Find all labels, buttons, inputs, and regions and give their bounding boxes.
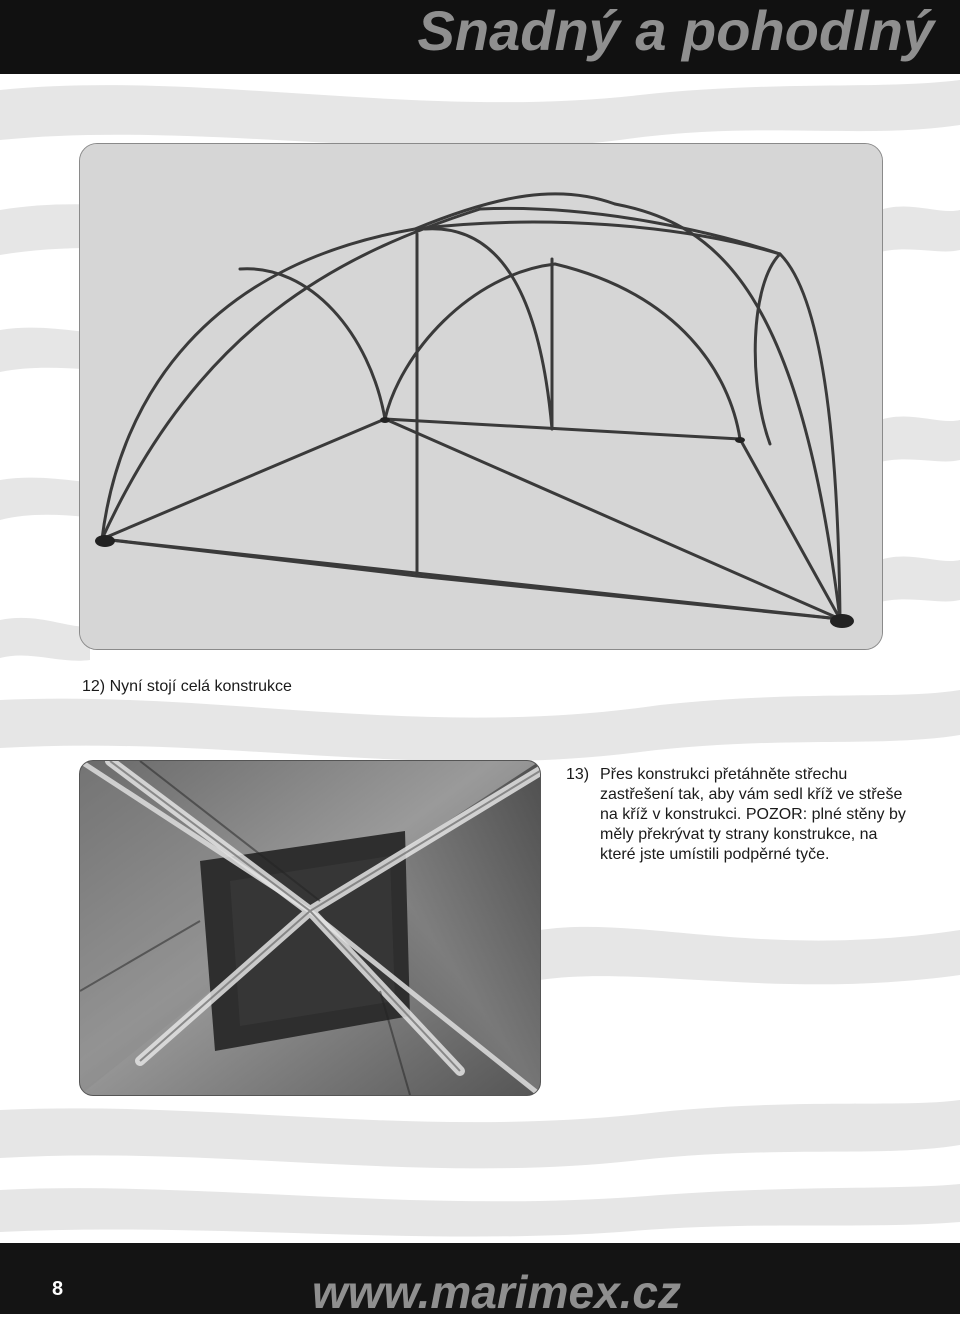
- step-13-text: Přes konstrukci přetáhněte střechu zastřešení tak, aby vám sedl kříž ve střeše na kříž v konstrukci. POZOR: plné stěny by měly překrývat ty strany konstrukce, na které jste umístili podpěrné tyče.: [600, 766, 906, 863]
- tent-frame-photo: [79, 143, 883, 650]
- roof-cross-photo: [79, 760, 541, 1096]
- roof-cross-illustration: [80, 761, 540, 1095]
- page-number: 8: [52, 1278, 64, 1300]
- step-13-instructions: [566, 765, 906, 865]
- step-13-number: 13): [566, 766, 590, 783]
- page-title: Snadný a pohodlný: [417, 0, 934, 62]
- tent-frame-illustration: [80, 144, 882, 649]
- website-url: www.marimex.cz: [312, 1266, 682, 1318]
- step-12-caption: 12) Nyní stojí celá konstrukce: [82, 678, 292, 695]
